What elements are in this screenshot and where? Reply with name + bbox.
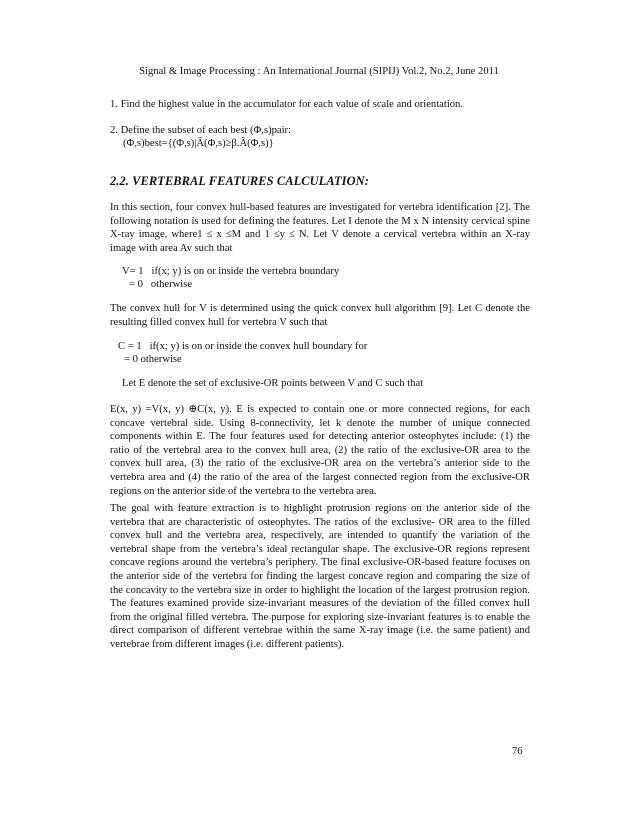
journal-header: Signal & Image Processing : An International Journal (SIPIJ) Vol.2, No.2, June 2011 xyxy=(139,66,499,77)
step-1: 1. Find the highest value in the accumulator for each value of scale and orientation. xyxy=(110,99,464,110)
paragraph-notation: In this section, four convex hull-based features are investigated for vertebra identification [2]. The following notation is used for defining the features. Let I denote the M x N intensity cervical spine X-ray image, where1 ≤ x ≤M and 1 ≤y ≤ N. Let V denote a cervical vertebra within an X-ray image with area Av such that xyxy=(110,202,530,254)
section-title: 2.2. VERTEBRAL FEATURES CALCULATION: xyxy=(110,174,369,188)
paragraph-features: E(x, y) =V(x, y) ⊕C(x, y). E is expected to contain one or more connected regions, for each concave vertebral side. Using 8-connectivity, let k denote the number of unique connected components within E. The four features used for detecting anterior osteophytes include: (1) the ratio of the vertebral area to the convex hull area, (2) the ratio of the exclusive-OR area to the convex hull area, (3) the ratio of the exclusive-OR area on the vertebra’s anterior side to the vertebra area and (4) the ratio of the area of the largest connected region from the exclusive-OR regions on the anterior side of the vertebra to the vertebra area. xyxy=(110,404,530,497)
page-number: 76 xyxy=(512,746,523,757)
step-2-formula: (Φ,s)best={(Φ,s)|Â(Φ,s)≥β.Â(Φ,s)} xyxy=(123,138,274,149)
paragraph-exclusive-or-def: Let E denote the set of exclusive-OR points between V and C such that xyxy=(122,378,424,389)
equation-c-line-1: C = 1 if(x; y) is on or inside the convex hull boundary for xyxy=(118,341,368,352)
step-2: 2. Define the subset of each best (Φ,s)pair: xyxy=(110,125,292,136)
paragraph-goal: The goal with feature extraction is to highlight protrusion regions on the anterior side of the vertebra that are characteristic of osteophytes. The ratios of the exclusive- OR area to the filled convex hull and the vertebra area, respectively, are intended to quantify the variation of the vertebral shape from the vertebra’s ideal rectangular shape. The exclusive-OR regions represent concave regions around the vertebra’s periphery. The final exclusive-OR-based feature focuses on the anterior side of the vertebra for finding the largest concave region and comparing the size of the concavity to the vertebra size in order to highlight the location of the largest protrusion region. The features examined provide size-invariant measures of the deviation of the filled convex hull from the original filled vertebra. The purpose for exploring size-invariant features is to enable the direct comparison of different vertebrae within the same X-ray image (i.e. the same patient) and vertebrae from different images (i.e. different patients). xyxy=(110,503,530,650)
paragraph-convex-hull: The convex hull for V is determined using the quick convex hull algorithm [9]. Let C denote the resulting filled convex hull for vertebra V such that xyxy=(110,303,530,328)
equation-v-line-2: = 0 otherwise xyxy=(129,279,193,290)
equation-c-line-2: = 0 otherwise xyxy=(124,354,182,365)
equation-v-line-1: V= 1 if(x; y) is on or inside the vertebra boundary xyxy=(122,266,340,277)
